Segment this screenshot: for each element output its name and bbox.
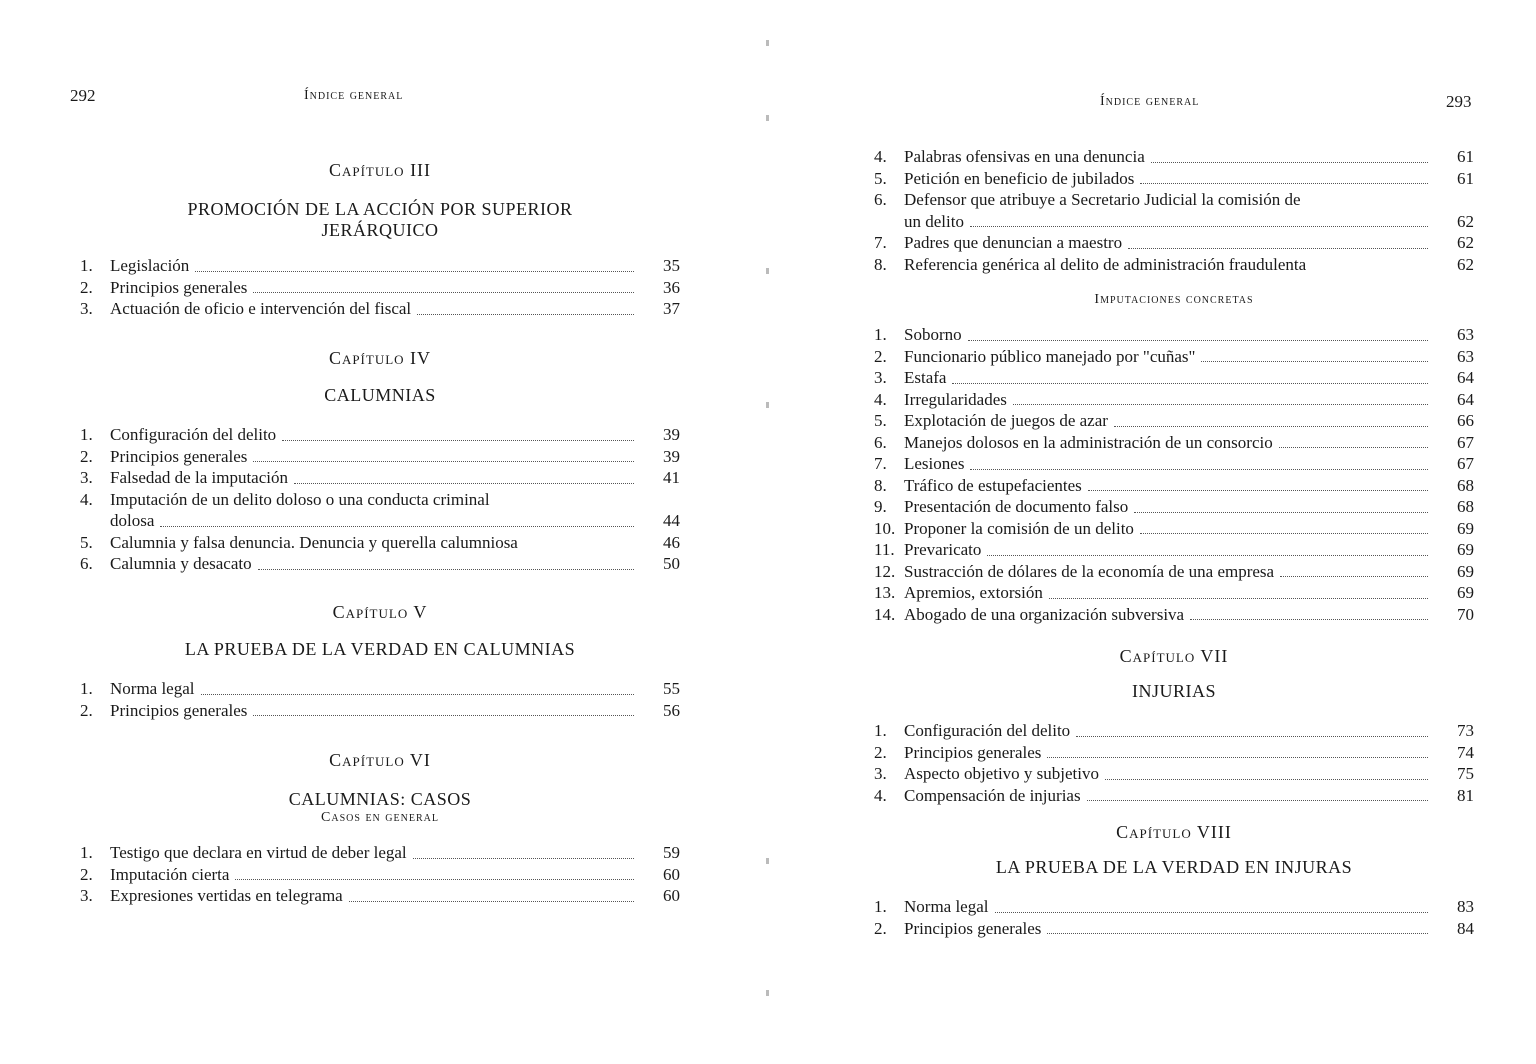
entry-page: 70 xyxy=(1457,604,1474,624)
dot-leader xyxy=(413,858,634,859)
chapter-label: Capítulo VII xyxy=(1119,646,1229,666)
entry-page: 64 xyxy=(1457,389,1474,409)
dot-leader xyxy=(282,440,634,441)
entry-number: 4. xyxy=(874,147,887,166)
chapter-label: Capítulo III xyxy=(328,160,432,180)
entry-title: Norma legal xyxy=(110,679,195,698)
entry-page: 68 xyxy=(1457,497,1474,516)
entry-page: 63 xyxy=(1457,325,1474,344)
entry-number: 9. xyxy=(874,497,887,516)
toc-entry[interactable] xyxy=(80,885,680,907)
section-subheading: Casos en general xyxy=(321,810,439,825)
entry-title: Explotación de juegos de azar xyxy=(904,411,1108,430)
entry-page: 69 xyxy=(1457,583,1474,602)
entry-number: 6. xyxy=(874,432,887,452)
right-page xyxy=(770,0,1536,1064)
chapter-title: CALUMNIAS xyxy=(324,385,436,405)
entry-title: Configuración del delito xyxy=(904,721,1071,740)
entry-page: 69 xyxy=(1457,518,1474,538)
toc-entry[interactable] xyxy=(874,453,1474,475)
entry-page: 35 xyxy=(663,256,680,275)
entry-number: 6. xyxy=(874,190,887,209)
concrete-imputations xyxy=(874,292,1474,625)
chapter-title: INJURIAS xyxy=(1131,681,1216,701)
entry-title: Soborno xyxy=(904,325,962,344)
entry-title: Defensor que atribuye a Secretario Judicial la comisión de xyxy=(904,190,1301,209)
dot-leader xyxy=(1114,426,1428,427)
entry-title: Referencia genérica al delito de administración fraudulenta xyxy=(904,254,1307,274)
entry-list xyxy=(874,146,1474,275)
toc-entry[interactable] xyxy=(874,410,1474,432)
entry-number: 3. xyxy=(874,368,887,387)
entry-number: 14. xyxy=(874,604,896,624)
entry-page: 68 xyxy=(1457,475,1474,495)
toc-entry[interactable] xyxy=(874,475,1474,497)
entry-title: Legislación xyxy=(110,256,190,275)
entry-number: 3. xyxy=(80,886,93,905)
entry-list xyxy=(874,896,1474,939)
dot-leader xyxy=(1047,933,1428,934)
entry-title: Calumnia y falsa denuncia. Denuncia y querella calumniosa xyxy=(110,532,518,552)
dot-leader xyxy=(1134,512,1428,513)
entry-page: 39 xyxy=(663,425,680,444)
entry-page: 75 xyxy=(1457,764,1474,783)
entry-title: Principios generales xyxy=(110,700,248,720)
entry-title: Principios generales xyxy=(110,277,248,297)
dot-leader xyxy=(1140,533,1428,534)
entry-number: 1. xyxy=(80,679,93,698)
entry-number: 4. xyxy=(80,489,93,509)
entry-page: 62 xyxy=(1457,233,1474,252)
chapter-v xyxy=(80,602,680,721)
entry-page: 59 xyxy=(663,843,680,862)
toc-entry[interactable] xyxy=(874,896,1474,918)
entry-title: Proponer la comisión de un delito xyxy=(904,518,1134,538)
entry-page: 55 xyxy=(663,679,680,698)
entry-list xyxy=(80,255,680,320)
section-subheading: Imputaciones concretas xyxy=(1094,292,1254,307)
toc-entry[interactable] xyxy=(874,604,1474,626)
entry-page: 67 xyxy=(1457,432,1474,452)
entry-list xyxy=(80,678,680,721)
toc-entry[interactable] xyxy=(874,918,1474,940)
entry-number: 1. xyxy=(874,721,887,740)
entry-number: 10. xyxy=(874,518,896,538)
toc-entry[interactable] xyxy=(874,189,1474,232)
gutter-mark xyxy=(766,402,769,408)
entry-page: 60 xyxy=(663,886,680,905)
entry-page: 37 xyxy=(663,299,680,318)
dot-leader xyxy=(253,292,634,293)
entry-number: 13. xyxy=(874,583,896,602)
entry-title: Testigo que declara en virtud de deber legal xyxy=(110,843,407,862)
chapter-iv xyxy=(80,348,680,575)
dot-leader xyxy=(1105,779,1428,780)
entry-title: Palabras ofensivas en una denuncia xyxy=(904,147,1145,166)
dot-leader xyxy=(160,526,634,527)
entry-number: 2. xyxy=(80,864,93,884)
dot-leader xyxy=(1280,576,1428,577)
toc-entry[interactable] xyxy=(80,489,680,532)
entry-page: 56 xyxy=(663,700,680,720)
entry-title: Imputación cierta xyxy=(110,864,230,884)
entry-number: 1. xyxy=(874,897,887,916)
chapter-label: Capítulo V xyxy=(332,602,428,622)
gutter-mark xyxy=(766,268,769,274)
toc-entry[interactable] xyxy=(80,700,680,722)
dot-leader xyxy=(235,879,634,880)
dot-leader xyxy=(253,715,634,716)
entry-page: 64 xyxy=(1457,368,1474,387)
entry-number: 1. xyxy=(874,325,887,344)
dot-leader xyxy=(968,340,1428,341)
entry-number: 2. xyxy=(874,918,887,938)
gutter-mark xyxy=(766,858,769,864)
dot-leader xyxy=(1049,598,1428,599)
entry-page: 63 xyxy=(1457,346,1474,366)
entry-title: Petición en beneficio de jubilados xyxy=(904,168,1135,188)
entry-page: 39 xyxy=(663,446,680,466)
entry-page: 81 xyxy=(1457,785,1474,805)
entry-number: 8. xyxy=(874,254,887,274)
toc-entry[interactable] xyxy=(80,553,680,575)
page-number-right: 293 xyxy=(1446,92,1472,111)
entry-title: Abogado de una organización subversiva xyxy=(904,604,1185,624)
toc-entry[interactable] xyxy=(80,255,680,277)
entry-title: Principios generales xyxy=(904,918,1042,938)
dot-leader xyxy=(995,912,1429,913)
toc-entry[interactable] xyxy=(80,532,680,554)
toc-entry[interactable] xyxy=(874,539,1474,561)
entry-title: Lesiones xyxy=(904,454,965,473)
entry-page: 83 xyxy=(1457,897,1474,916)
chapter-title: LA PRUEBA DE LA VERDAD EN INJURAS xyxy=(995,857,1353,877)
entry-page: 62 xyxy=(1457,211,1474,231)
entry-page: 69 xyxy=(1457,561,1474,581)
entry-list xyxy=(874,720,1474,806)
entry-page: 73 xyxy=(1457,721,1474,740)
entry-title: Presentación de documento falso xyxy=(904,497,1129,516)
toc-entry[interactable] xyxy=(874,168,1474,190)
entry-list xyxy=(80,842,680,907)
toc-entry[interactable] xyxy=(80,842,680,864)
entry-title: Expresiones vertidas en telegrama xyxy=(110,886,343,905)
cases-continued xyxy=(874,146,1474,275)
entry-title: Estafa xyxy=(904,368,947,387)
entry-number: 4. xyxy=(874,785,887,805)
entry-list xyxy=(874,324,1474,625)
entry-number: 5. xyxy=(874,168,887,188)
entry-number: 3. xyxy=(80,468,93,487)
entry-title: Imputación de un delito doloso o una conducta criminal xyxy=(110,489,490,509)
entry-title: Irregularidades xyxy=(904,389,1007,409)
entry-page: 36 xyxy=(663,277,680,297)
toc-entry[interactable] xyxy=(874,518,1474,540)
entry-list xyxy=(80,424,680,575)
entry-number: 2. xyxy=(80,446,93,466)
dot-leader xyxy=(970,469,1428,470)
entry-title: Prevaricato xyxy=(904,540,982,559)
entry-number: 1. xyxy=(80,843,93,862)
entry-title: Norma legal xyxy=(904,897,989,916)
chapter-vii xyxy=(874,646,1474,806)
dot-leader xyxy=(294,483,634,484)
entry-number: 2. xyxy=(874,346,887,366)
toc-entry[interactable] xyxy=(874,763,1474,785)
toc-entry[interactable] xyxy=(874,389,1474,411)
toc-entry[interactable] xyxy=(874,496,1474,518)
entry-number: 8. xyxy=(874,475,887,495)
toc-entry[interactable] xyxy=(80,678,680,700)
entry-number: 7. xyxy=(874,454,887,473)
left-page xyxy=(0,0,760,1064)
chapter-title: CALUMNIAS: CASOS xyxy=(288,789,472,809)
gutter-mark xyxy=(766,990,769,996)
entry-number: 7. xyxy=(874,233,887,252)
entry-number: 5. xyxy=(874,411,887,430)
toc-entry[interactable] xyxy=(80,864,680,886)
toc-entry[interactable] xyxy=(874,346,1474,368)
entry-number: 3. xyxy=(80,299,93,318)
entry-page: 61 xyxy=(1457,168,1474,188)
entry-page: 66 xyxy=(1457,411,1474,430)
chapter-label: Capítulo VIII xyxy=(1116,822,1232,842)
toc-entry[interactable] xyxy=(874,254,1474,276)
entry-title: Manejos dolosos en la administración de un consorcio xyxy=(904,432,1273,452)
entry-page: 44 xyxy=(663,511,680,530)
toc-entry[interactable] xyxy=(874,720,1474,742)
dot-leader xyxy=(1047,757,1428,758)
gutter-mark xyxy=(766,40,769,46)
toc-entry[interactable] xyxy=(874,582,1474,604)
dot-leader xyxy=(1279,447,1428,448)
entry-page: 50 xyxy=(663,554,680,573)
gutter-mark xyxy=(766,115,769,121)
entry-page: 60 xyxy=(663,864,680,884)
entry-title: Compensación de injurias xyxy=(904,785,1081,805)
dot-leader xyxy=(1140,183,1428,184)
entry-title-continued: dolosa xyxy=(110,511,155,530)
dot-leader xyxy=(417,314,634,315)
entry-title: Tráfico de estupefacientes xyxy=(904,475,1082,495)
dot-leader xyxy=(1087,800,1428,801)
entry-number: 1. xyxy=(80,256,93,275)
entry-number: 3. xyxy=(874,764,887,783)
entry-title: Sustracción de dólares de la economía de una empresa xyxy=(904,561,1275,581)
entry-title: Principios generales xyxy=(904,742,1042,762)
page-number-left: 292 xyxy=(70,86,96,105)
dot-leader xyxy=(970,226,1428,227)
dot-leader xyxy=(258,569,634,570)
entry-title: Padres que denuncian a maestro xyxy=(904,233,1123,252)
chapter-iii xyxy=(80,160,680,320)
entry-page: 74 xyxy=(1457,742,1474,762)
toc-entry[interactable] xyxy=(874,146,1474,168)
chapter-vi xyxy=(80,750,680,907)
entry-title: Funcionario público manejado por "cuñas" xyxy=(904,346,1196,366)
entry-page: 62 xyxy=(1457,254,1474,274)
toc-entry[interactable] xyxy=(80,298,680,320)
toc-entry[interactable] xyxy=(80,277,680,299)
entry-number: 1. xyxy=(80,425,93,444)
chapter-title: LA PRUEBA DE LA VERDAD EN CALUMNIAS xyxy=(184,639,576,659)
dot-leader xyxy=(1201,361,1428,362)
entry-number: 2. xyxy=(80,277,93,297)
entry-number: 6. xyxy=(80,554,93,573)
entry-title: Aspecto objetivo y subjetivo xyxy=(904,764,1100,783)
chapter-label: Capítulo VI xyxy=(329,750,431,770)
entry-page: 69 xyxy=(1457,540,1474,559)
dot-leader xyxy=(1128,248,1428,249)
toc-entry[interactable] xyxy=(80,446,680,468)
entry-number: 4. xyxy=(874,389,887,409)
entry-page: 61 xyxy=(1457,147,1474,166)
entry-page: 41 xyxy=(663,468,680,487)
toc-entry[interactable] xyxy=(874,432,1474,454)
entry-title: Calumnia y desacato xyxy=(110,554,252,573)
entry-number: 2. xyxy=(80,700,93,720)
entry-page: 46 xyxy=(663,532,680,552)
toc-entry[interactable] xyxy=(874,367,1474,389)
chapter-label: Capítulo IV xyxy=(328,348,432,368)
entry-number: 2. xyxy=(874,742,887,762)
toc-entry[interactable] xyxy=(874,785,1474,807)
entry-page: 67 xyxy=(1457,454,1474,473)
dot-leader xyxy=(1151,162,1428,163)
toc-entry[interactable] xyxy=(874,232,1474,254)
chapter-title: PROMOCIÓN DE LA ACCIÓN POR SUPERIOR JERÁRQUICO xyxy=(187,199,573,240)
dot-leader xyxy=(1076,736,1428,737)
toc-entry[interactable] xyxy=(874,324,1474,346)
entry-title: Falsedad de la imputación xyxy=(110,468,288,487)
running-head-right: Índice general xyxy=(1100,94,1200,109)
dot-leader xyxy=(1088,490,1428,491)
entry-page: 84 xyxy=(1457,918,1474,938)
dot-leader xyxy=(952,383,1428,384)
running-head-left: Índice general xyxy=(304,88,404,103)
entry-title: Apremios, extorsión xyxy=(904,583,1043,602)
dot-leader xyxy=(1190,619,1428,620)
entry-title: Configuración del delito xyxy=(110,425,277,444)
dot-leader xyxy=(201,694,635,695)
toc-entry[interactable] xyxy=(874,742,1474,764)
entry-number: 11. xyxy=(874,540,895,559)
toc-entry[interactable] xyxy=(874,561,1474,583)
entry-number: 12. xyxy=(874,561,896,581)
dot-leader xyxy=(195,271,634,272)
chapter-viii xyxy=(874,822,1474,939)
entry-title-continued: un delito xyxy=(904,211,964,231)
dot-leader xyxy=(987,555,1428,556)
toc-entry[interactable] xyxy=(80,424,680,446)
entry-title: Actuación de oficio e intervención del fiscal xyxy=(110,299,412,318)
entry-title: Principios generales xyxy=(110,446,248,466)
dot-leader xyxy=(253,461,634,462)
toc-entry[interactable] xyxy=(80,467,680,489)
dot-leader xyxy=(349,901,634,902)
dot-leader xyxy=(1013,404,1428,405)
entry-number: 5. xyxy=(80,532,93,552)
